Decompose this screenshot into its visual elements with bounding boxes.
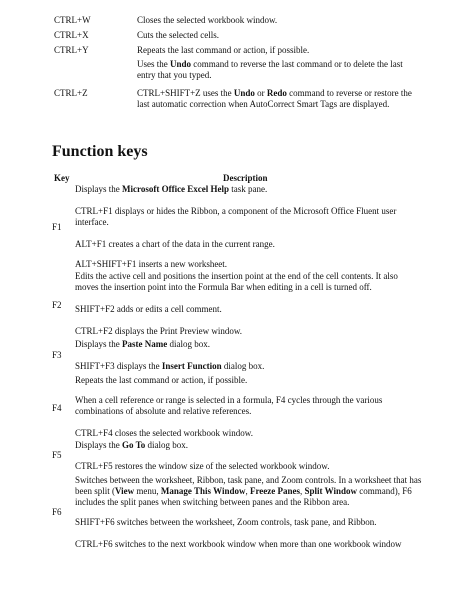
- f5-line-2: CTRL+F5 restores the window size of the selected workbook window.: [75, 461, 330, 471]
- f6-bold-view: View: [115, 486, 135, 496]
- f2-line-1: Edits the active cell and positions the insertion point at the end of the cell contents. It also moves the insertion point into the Formula Bar when editing in a cell is turned off.: [75, 271, 398, 292]
- f6-line-2: SHIFT+F6 switches between the worksheet, Zoom controls, task pane, and Ribbon.: [75, 517, 377, 527]
- shortcut-key-ctrl-x: CTRL+X: [54, 30, 89, 40]
- fkey-f5: F5: [52, 450, 62, 460]
- fkey-f4: F4: [52, 403, 62, 413]
- f6-bold-manage: Manage This Window: [160, 486, 246, 496]
- fkey-f3: F3: [52, 350, 62, 360]
- f3-line-1-bold: Paste Name: [122, 339, 168, 349]
- fkey-f1: F1: [52, 222, 62, 232]
- f1-line-3: ALT+F1 creates a chart of the data in the current range.: [75, 239, 275, 249]
- f6-line-1-d: ,: [300, 486, 305, 496]
- f6-line-1-b: menu,: [134, 486, 161, 496]
- f2-line-2: SHIFT+F2 adds or edits a cell comment.: [75, 304, 222, 314]
- f3-line-1: [75, 339, 425, 350]
- f6-bold-split: Split Window: [304, 486, 357, 496]
- ctrl-z-bold-undo: Undo: [233, 88, 255, 98]
- ctrl-z-bold-redo: Redo: [266, 88, 287, 98]
- column-header-key: Key: [54, 173, 70, 183]
- f3-line-2: [75, 361, 425, 372]
- f1-line-4: ALT+SHIFT+F1 inserts a new worksheet.: [75, 259, 228, 269]
- f5-line-1: [75, 440, 425, 451]
- section-title: Function keys: [52, 143, 148, 160]
- shortcut-key-ctrl-w: CTRL+W: [54, 15, 91, 25]
- f6-line-3: CTRL+F6 switches to the next workbook window when more than one workbook window: [75, 539, 402, 549]
- f6-line-1-a: Switches between the worksheet, Ribbon, task pane, and Zoom controls. In a worksheet that has been split (: [75, 475, 422, 496]
- ctrl-z-part-2: or: [254, 88, 267, 98]
- fkey-f6: F6: [52, 507, 62, 517]
- f1-line-1: [75, 184, 425, 195]
- f6-line-1: [75, 475, 425, 508]
- ctrl-z-part-3: command to reverse or restore the last automatic correction when AutoCorrect Smart Tags are displayed.: [137, 88, 412, 109]
- f1-line-1-a: Displays the: [75, 184, 122, 194]
- f3-line-1-a: Displays the: [75, 339, 122, 349]
- shortcut-desc-ctrl-y-undo: [137, 59, 422, 81]
- shortcut-desc-ctrl-w: Closes the selected workbook window.: [137, 15, 278, 25]
- f4-line-3: CTRL+F4 closes the selected workbook window.: [75, 428, 253, 438]
- ctrl-z-part-1: CTRL+SHIFT+Z uses the: [137, 88, 234, 98]
- f3-line-2-bold: Insert Function: [161, 361, 222, 371]
- shortcut-desc-ctrl-z: [137, 88, 422, 110]
- f6-line-1-e: command), F6 includes the split panes when switching between panes and the Ribbon area.: [75, 486, 412, 507]
- ctrl-y-undo-part-1: Uses the: [137, 59, 170, 69]
- column-header-description: Description: [223, 173, 268, 183]
- f6-line-1-c: ,: [245, 486, 250, 496]
- f5-line-1-bold: Go To: [122, 440, 146, 450]
- f5-line-1-b: dialog box.: [145, 440, 189, 450]
- f5-line-1-a: Displays the: [75, 440, 122, 450]
- f3-line-1-b: dialog box.: [167, 339, 210, 349]
- shortcut-key-ctrl-z: CTRL+Z: [54, 88, 88, 98]
- f1-line-2: CTRL+F1 displays or hides the Ribbon, a component of the Microsoft Office Fluent user interface.: [75, 206, 397, 227]
- shortcut-desc-ctrl-x: Cuts the selected cells.: [137, 30, 219, 40]
- f4-line-1: Repeats the last command or action, if possible.: [75, 375, 248, 385]
- f1-line-1-b: task pane.: [229, 184, 268, 194]
- ctrl-y-undo-bold: Undo: [170, 59, 192, 69]
- shortcut-desc-ctrl-y: Repeats the last command or action, if possible.: [137, 45, 310, 55]
- f2-line-3: CTRL+F2 displays the Print Preview window.: [75, 326, 242, 336]
- f1-line-1-bold: Microsoft Office Excel Help: [122, 184, 230, 194]
- f3-line-2-b: dialog box.: [221, 361, 265, 371]
- fkey-f2: F2: [52, 300, 62, 310]
- f4-line-2: When a cell reference or range is selected in a formula, F4 cycles through the various combinations of absolute and relative references.: [75, 395, 383, 416]
- shortcut-key-ctrl-y: CTRL+Y: [54, 45, 89, 55]
- f6-bold-freeze: Freeze Panes: [249, 486, 301, 496]
- ctrl-y-undo-part-2: command to reverse the last command or to delete the last entry that you typed.: [137, 59, 403, 80]
- f3-line-2-a: SHIFT+F3 displays the: [75, 361, 162, 371]
